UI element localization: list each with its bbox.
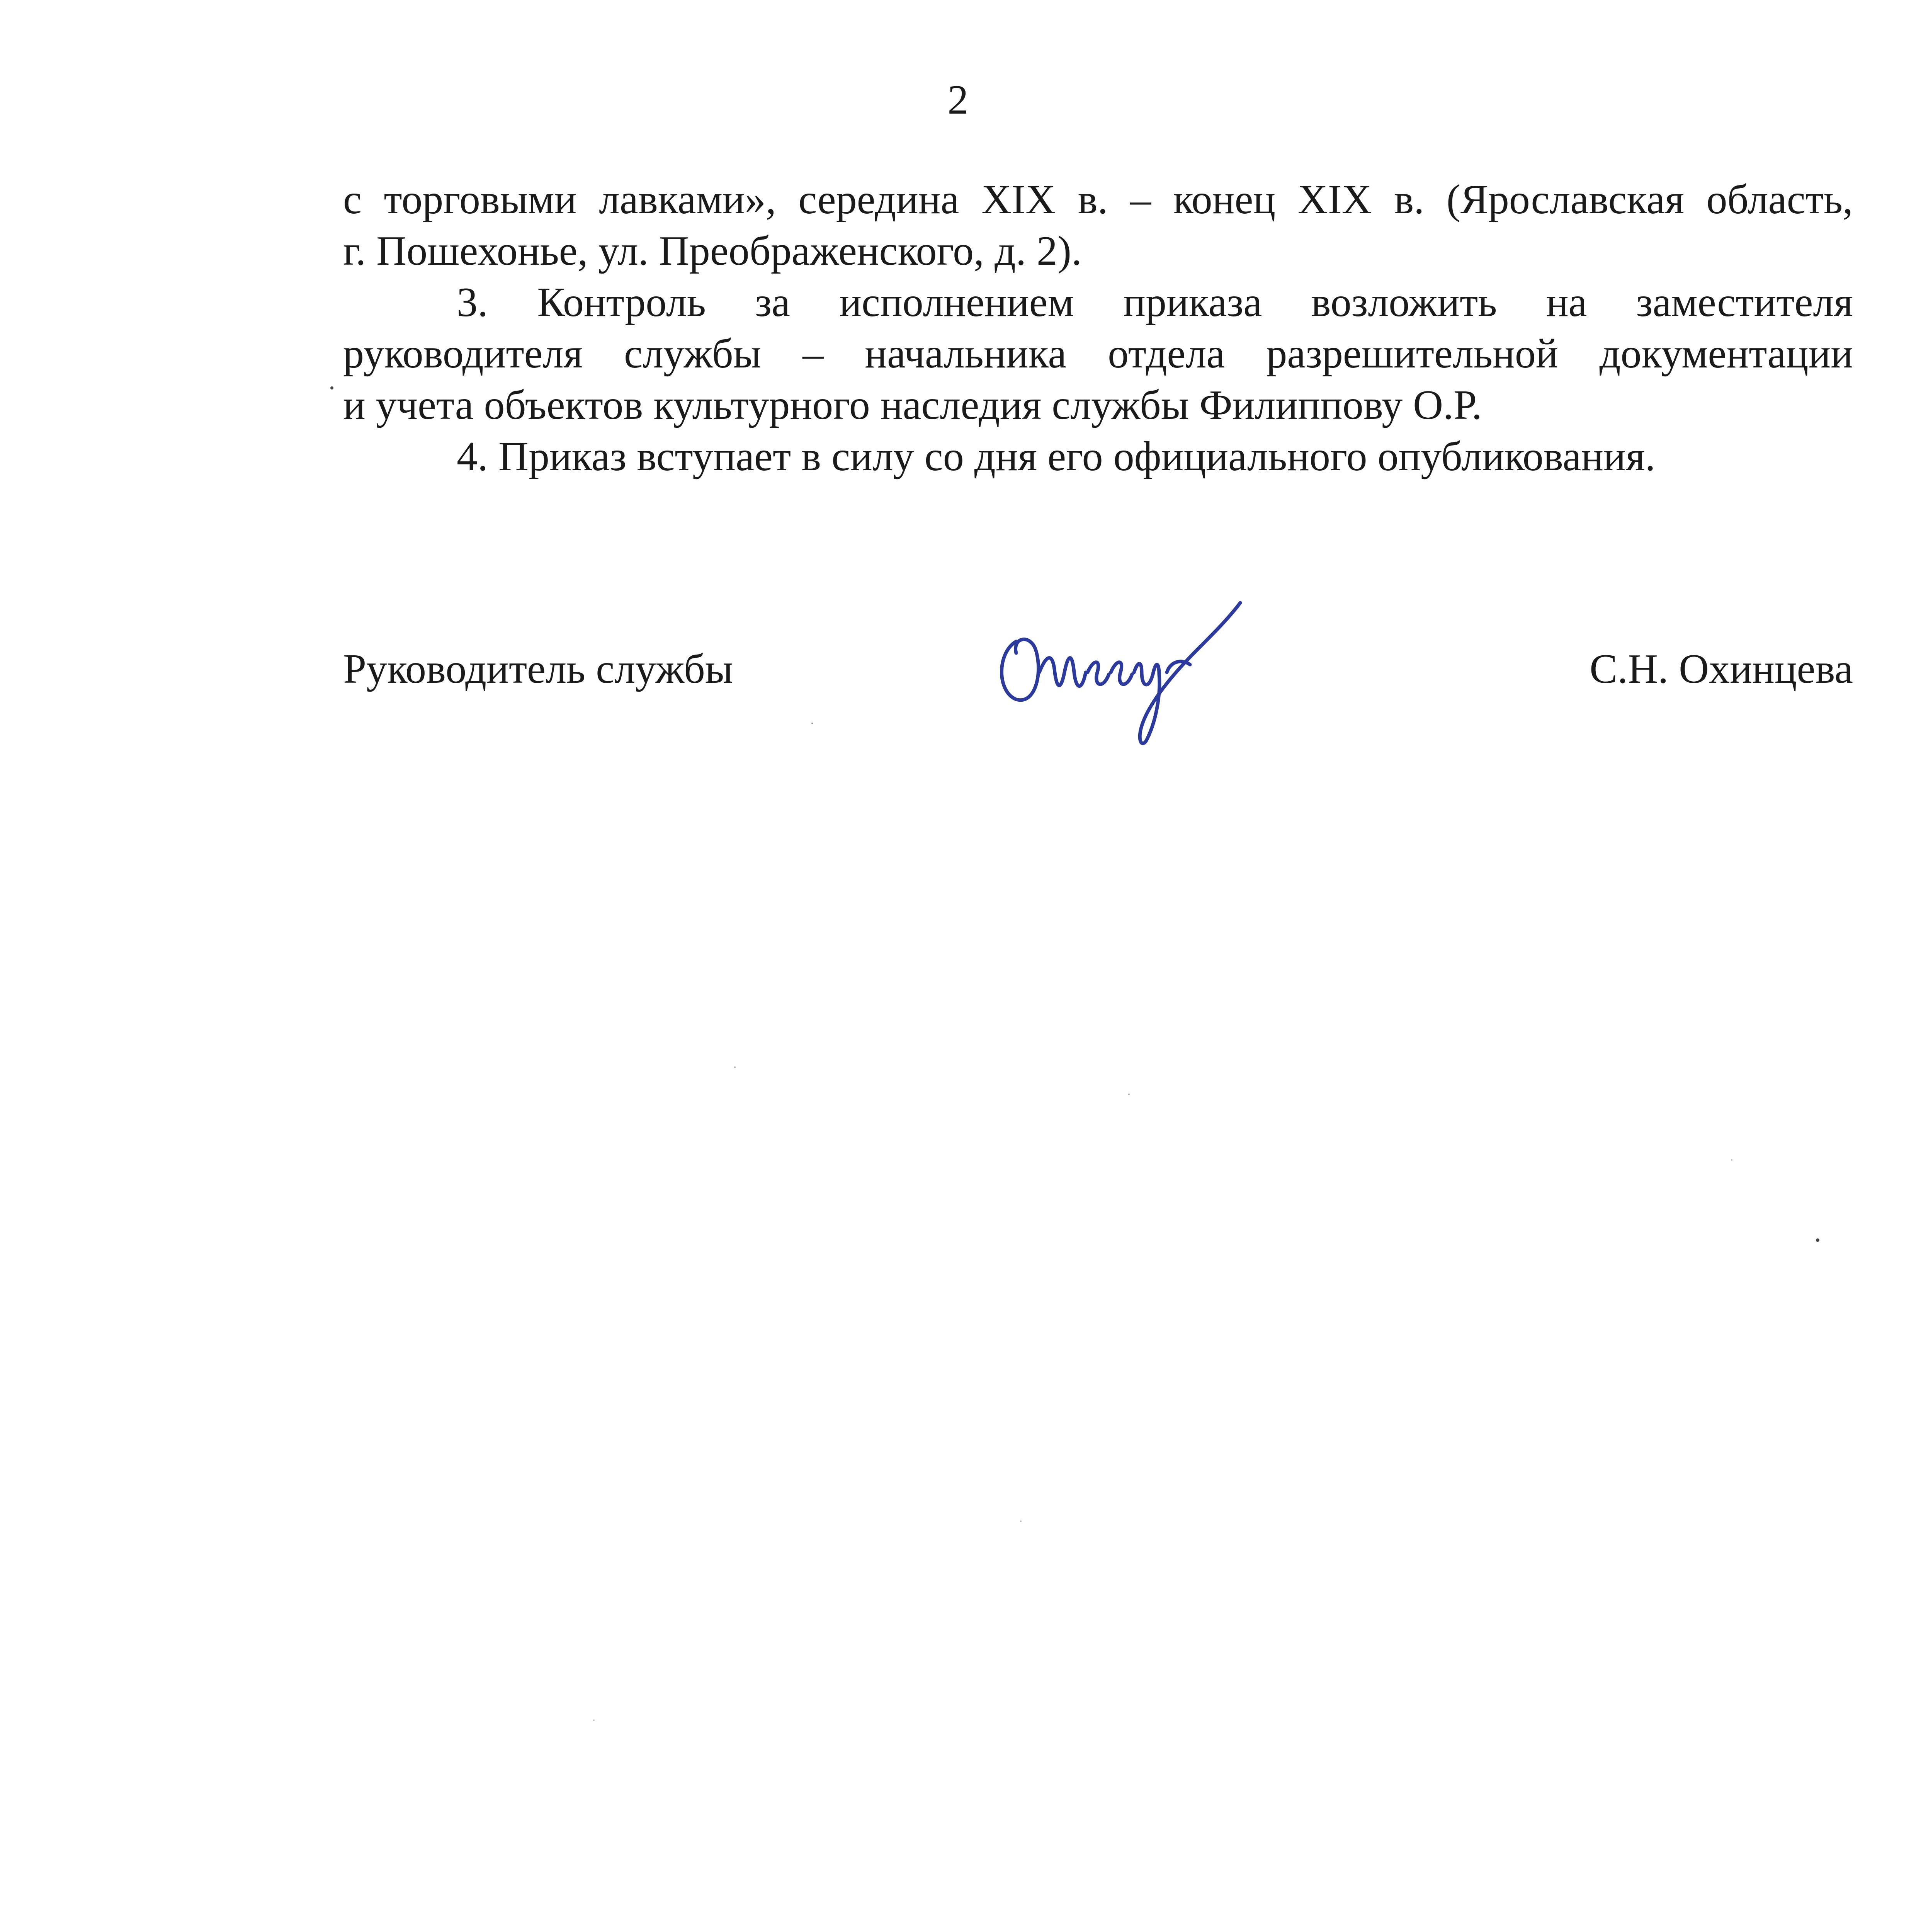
handwritten-signature <box>989 595 1260 750</box>
scan-speck <box>330 386 333 389</box>
paragraph-continuation <box>343 174 1853 277</box>
text-line: и учета объектов культурного наследия службы Филиппову О.Р. <box>343 382 1482 428</box>
scan-speck <box>811 723 813 724</box>
scan-speck <box>1731 1159 1732 1161</box>
scan-speck <box>1020 1520 1022 1522</box>
signatory-name: С.Н. Охинцева <box>1590 646 1853 692</box>
paragraph-item-3 <box>343 277 1853 431</box>
scan-speck <box>1128 1094 1130 1095</box>
document-body <box>343 174 1853 482</box>
text-line: 4. Приказ вступает в силу со дня его официального опубликования. <box>457 434 1656 480</box>
text-line: г. Пошехонье, ул. Преображенского, д. 2). <box>343 228 1082 274</box>
text-line: 3. Контроль за исполнением приказа возложить на заместителя <box>457 279 1853 325</box>
signatory-title: Руководитель службы <box>343 646 733 692</box>
paragraph-item-4 <box>343 431 1853 482</box>
text-line: с торговыми лавками», середина XIX в. – конец XIX в. (Ярославская область, <box>343 177 1853 223</box>
scan-speck <box>593 1719 595 1721</box>
scan-speck <box>734 1066 736 1068</box>
scan-speck <box>1816 1238 1819 1242</box>
page-number: 2 <box>947 77 969 123</box>
text-line: руководителя службы – начальника отдела разрешительной документации <box>343 331 1853 377</box>
